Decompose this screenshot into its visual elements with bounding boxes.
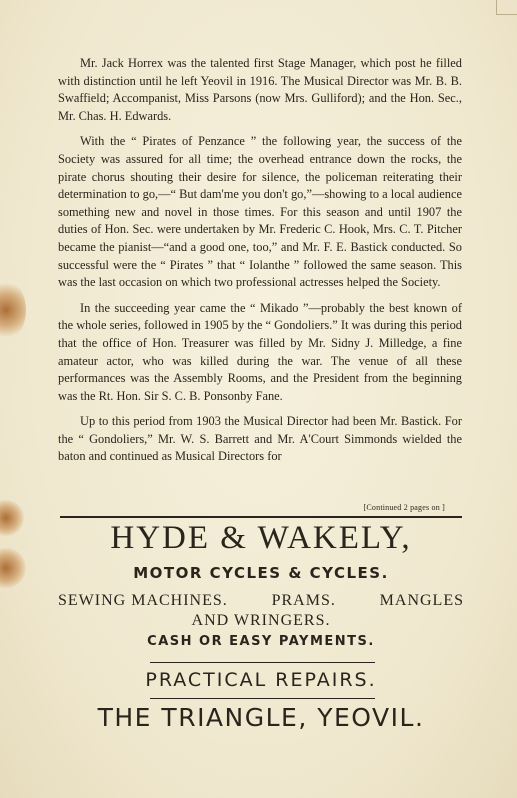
advert-repairs: PRACTICAL REPAIRS.: [145, 669, 377, 691]
article-paragraph: With the “ Pirates of Penzance ” the following year, the success of the Society was assured for all time; the overhead entrance down the rocks, the pirate chorus shouting their desire for silence, the policeman reiterating their determination to go,—“ But dam'me you don't go,”—showing to a local audience something new and novel in those times. For this season and until 1907 the duties of Hon. Sec. were undertaken by Mr. Frederic C. Hook, Mrs. C. T. Pitcher became the pianist—“and a good one, too,” and Mr. F. E. Bastick conducted. So successful were the “ Pirates ” that “ Iolanthe ” followed the same season. This was the last occasion on which two professional actresses helped the Society.: [58, 134, 462, 290]
article-paragraph: Up to this period from 1903 the Musical Director had been Mr. Bastick. For the “ Gondoliers,” Mr. W. S. Barrett and Mr. A'Court Simmonds wielded the baton and continued as Musical Directors for: [58, 414, 462, 464]
stain-mark: [0, 548, 26, 588]
stain-mark: [0, 280, 26, 340]
product-sewing: SEWING MACHINES.: [58, 592, 228, 609]
advert-payments: CASH OR EASY PAYMENTS.: [147, 634, 375, 649]
product-prams: PRAMS.: [271, 592, 336, 609]
advert-divider: [150, 698, 375, 699]
advert-products: [58, 591, 464, 631]
advert-divider: [150, 662, 375, 663]
article-paragraph: Mr. Jack Horrex was the talented first Stage Manager, which post he filled with distinction until he left Yeovil in 1916. The Musical Director was Mr. B. B. Swaffield; Accompanist, Miss Parsons (now Mrs. Gulliford); and the Hon. Sec., Mr. Chas. H. Edwards.: [58, 56, 462, 123]
advert-top-rule: [60, 516, 462, 518]
folded-corner: [496, 0, 517, 15]
continued-note: [Continued 2 pages on ]: [363, 503, 445, 512]
advert-subtitle: MOTOR CYCLES & CYCLES.: [133, 564, 389, 582]
stain-mark: [0, 500, 24, 536]
product-mangles: MANGLES: [379, 592, 464, 609]
article-paragraph: In the succeeding year came the “ Mikado ”—probably the best known of the whole series, followed in 1905 by the “ Gondoliers.” It was during this period that the office of Hon. Treasurer was filled by Mr. Sidny J. Milledge, a fine amateur actor, who was killed during the war. The venue of all these performances was the Assembly Rooms, and the President from the beginning was the Rt. Hon. Sir S. C. B. Ponsonby Fane.: [58, 300, 462, 403]
product-wringers: AND WRINGERS.: [191, 612, 331, 629]
advert-address: THE TRIANGLE, YEOVIL.: [97, 703, 425, 732]
article-text: [58, 55, 462, 474]
advert-title: HYDE & WAKELY,: [110, 520, 412, 556]
